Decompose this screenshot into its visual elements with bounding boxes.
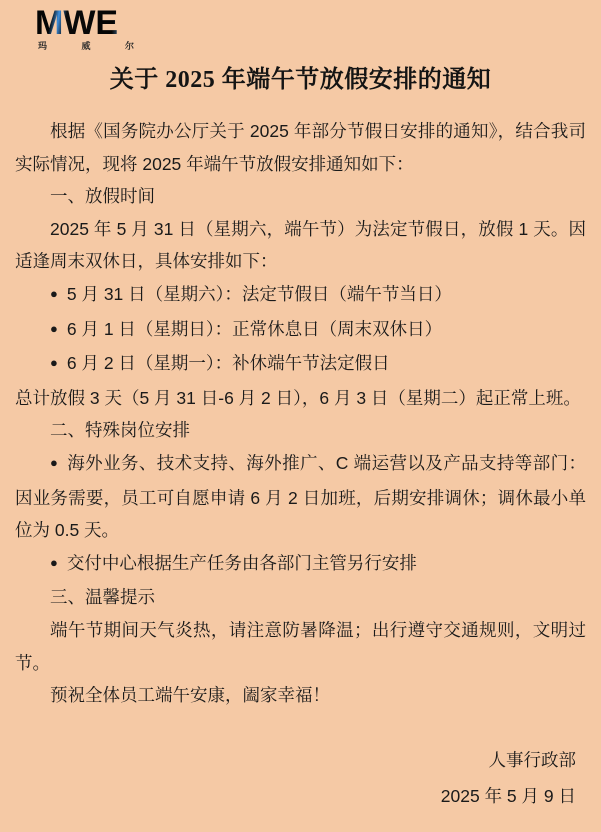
logo-subtext-char: 尔 [124, 41, 134, 51]
bullet-text: 海外业务、技术支持、海外推广、C 端运营以及产品支持等部门：因业务需要，员工可自愿申请 6 月 2 日加班，后期安排调休；调休最小单位为 0.5 天。 [15, 452, 587, 541]
bullet-text: 5 月 31 日（星期六）：法定节假日（端午节当日） [66, 283, 452, 304]
bullet-text: 6 月 1 日（星期日）：正常休息日（周末双休日） [66, 318, 443, 339]
notice-body [15, 115, 586, 712]
bullet-icon: ● [50, 355, 58, 371]
bullet-icon: ● [50, 554, 58, 570]
wish-line: 预祝全体员工端午安康，阖家幸福！ [50, 685, 330, 706]
bullet-icon: ● [50, 320, 58, 336]
special-post-bullet-item [15, 547, 586, 582]
letterhead [15, 4, 586, 52]
special-post-bullet-item [15, 447, 586, 547]
signature-block [15, 742, 576, 814]
bullet-text: 6 月 2 日（星期一）：补休端午节法定假日 [66, 353, 390, 374]
logo-subtext-char: 玛 [38, 41, 48, 51]
holiday-bullet-item [15, 347, 586, 382]
section-2-heading: 二、特殊岗位安排 [50, 420, 190, 441]
company-logo [35, 4, 139, 52]
bullet-icon: ● [50, 454, 59, 470]
logo-wordmark: MWE [35, 8, 139, 38]
section-1-intro: 2025 年 5 月 31 日（星期六，端午节）为法定节假日，放假 1 天。因适逢周末双休日，具体安排如下： [15, 218, 586, 272]
section-1-heading: 一、放假时间 [50, 186, 155, 207]
signature-date: 2025 年 5 月 9 日 [440, 785, 576, 806]
intro-paragraph: 根据《国务院办公厅关于 2025 年部分节假日安排的通知》，结合我司实际情况，现将 2025 年端午节放假安排通知如下： [15, 121, 586, 174]
notice-title: 关于 2025 年端午节放假安排的通知 [109, 67, 492, 93]
holiday-bullet-item [15, 313, 586, 348]
logo-subtext-char: 威 [81, 41, 91, 51]
signature-department: 人事行政部 [488, 749, 576, 770]
bullet-icon: ● [50, 285, 58, 301]
section-3-heading: 三、温馨提示 [50, 587, 155, 608]
reminder-line: 端午节期间天气炎热，请注意防暑降温；出行遵守交通规则，文明过节。 [15, 619, 586, 673]
holiday-bullet-item [15, 278, 586, 313]
bullet-text: 交付中心根据生产任务由各部门主管另行安排 [66, 552, 417, 573]
section-1-summary: 总计放假 3 天（5 月 31 日-6 月 2 日），6 月 3 日（星期二）起正常上班。 [15, 387, 581, 408]
